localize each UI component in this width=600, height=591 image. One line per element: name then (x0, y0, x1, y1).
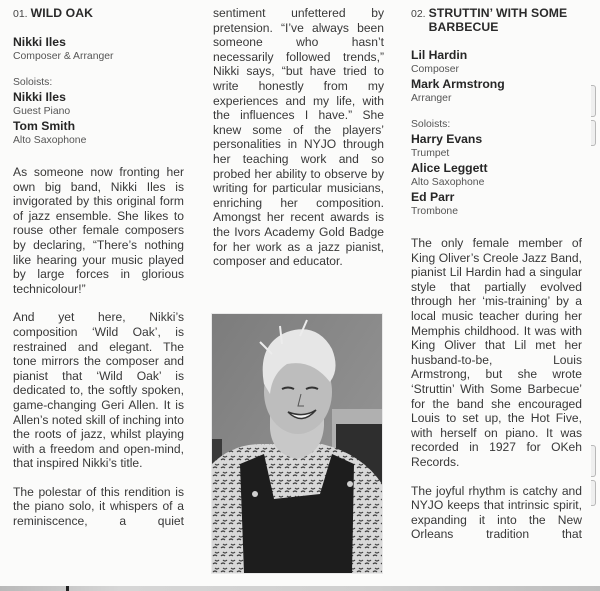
track-2-heading (411, 6, 582, 34)
track-1-body (13, 165, 184, 529)
paragraph: The only female member of King Oliver’s Creole Jazz Band, pianist Lil Hardin had a singular style that partially evolved through her ‘mis-training’ by a local music teacher during her Memphis childhood. It was with King Oliver that Lil met her husband-to-be, Louis Armstrong, but she wrote ‘Struttin’ With Some Barbecue’ for the band she encouraged Louis to set up, the Hot Five, with herself on piano. It was recorded in 1927 for OKeh Records. (411, 236, 582, 469)
soloist-name: Tom Smith (13, 119, 76, 133)
binder-clip-decoration (591, 120, 596, 146)
portrait-image (212, 314, 382, 573)
soloist-name: Harry Evans (411, 132, 483, 146)
paragraph: And yet here, Nikki’s composition ‘Wild Oak’, is restrained and elegant. The tone mirrors the composer and pianist that ‘Wild Oak’ is dedicated to, the softly spoken, game-changing Geri Allen. It is Allen’s noted skill of inching into the roots of jazz, whilst playing with a freedom and open-mind, that inspired Nikki’s title. (13, 310, 184, 471)
soloist-role: Trumpet (411, 148, 450, 159)
soloist-role: Alto Saxophone (13, 135, 87, 146)
portrait-photo (211, 313, 383, 574)
track-1-credits (13, 35, 184, 148)
page-edge-mark (66, 586, 69, 591)
page-edge (0, 586, 600, 591)
column-track-1 (13, 0, 184, 529)
column-track-2 (411, 0, 582, 542)
paragraph: The joyful rhythm is catchy and NYJO keeps that intrinsic spirit, expanding it into the New Orleans tradition that (411, 483, 582, 542)
soloist-name: Nikki Iles (13, 90, 66, 104)
soloist-role: Alto Saxophone (411, 177, 485, 188)
soloist-role: Guest Piano (13, 106, 71, 117)
soloists-label: Soloists: (13, 77, 53, 88)
column-continuation (213, 0, 384, 269)
arranger-role: Arranger (411, 93, 452, 104)
track-2-credits (411, 48, 582, 219)
soloist-name: Alice Leggett (411, 161, 488, 175)
track-title: STRUTTIN’ WITH SOME BARBECUE (428, 6, 568, 34)
binder-clip-decoration (591, 445, 596, 477)
binder-clip-decoration (591, 480, 596, 506)
binder-clip-decoration (591, 85, 596, 117)
composer-name: Lil Hardin (411, 48, 468, 62)
soloist-name: Ed Parr (411, 190, 455, 204)
track-2-body (411, 236, 582, 542)
composer-role: Composer & Arranger (13, 51, 114, 62)
paragraph-continuation: sentiment unfettered by pretension. “I’ve always been someone who hasn’t necessarily followed trends,” Nikki says, “but have tried to write honestly from my experiences and my life, with the influences I have.” She knew some of the players’ personalities in NYJO through her teaching work and so probed her ability to observe by writing for particular musicians, enriching her composition. Amongst her recent awards is the Ivors Academy Gold Badge for her work as a jazz pianist, composer and educator. (213, 6, 384, 269)
soloists-label: Soloists: (411, 119, 451, 130)
track-number: 01. (13, 8, 28, 20)
arranger-name: Mark Armstrong (411, 77, 505, 91)
soloist-role: Trombone (411, 206, 458, 217)
composer-name: Nikki Iles (13, 35, 66, 49)
paragraph: As someone now fronting her own big band, Nikki Iles is invigorated by this original form of jazz ensemble. She likes to rouse other female composers by declaring, “There’s nothing like hearing your music played by large forces in glorious technicolour!” (13, 165, 184, 296)
paragraph: The polestar of this rendition is the piano solo, it whispers of a reminiscence, a quiet (13, 484, 184, 529)
track-number: 02. (411, 8, 426, 20)
track-1-heading (13, 6, 184, 21)
composer-role: Composer (411, 64, 459, 75)
track-title: WILD OAK (30, 6, 94, 20)
